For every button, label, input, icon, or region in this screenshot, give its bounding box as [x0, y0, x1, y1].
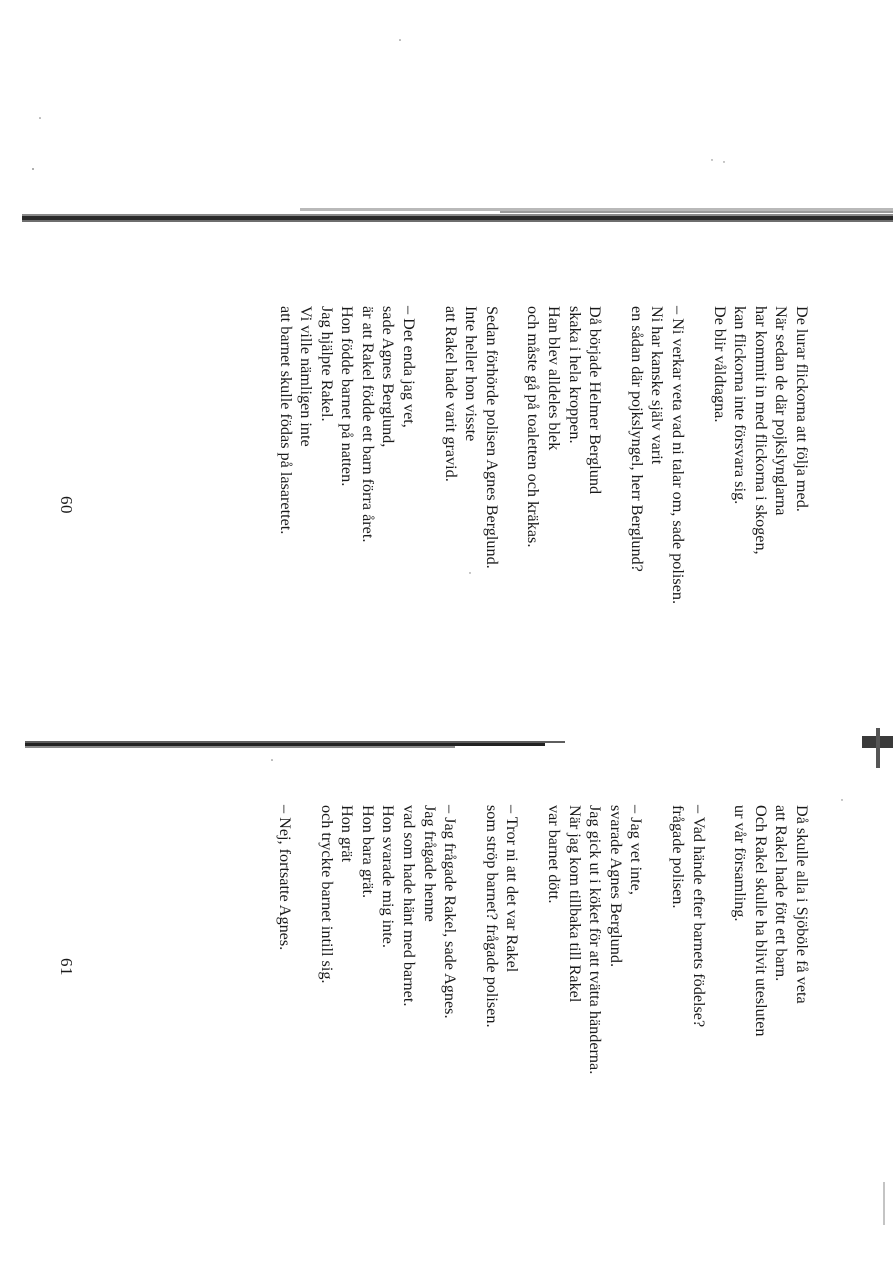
text-line: att barnet skulle födas på lasarettet. [276, 306, 295, 535]
stanza [275, 306, 419, 604]
text-line: Då började Helmer Berglund [586, 306, 605, 495]
text-line: De lurar flickorna att följa med. [793, 306, 811, 512]
text-line: Och Rakel skulle ha blivit utesluten [751, 805, 770, 1037]
text-line: skaka i hela kroppen. [565, 306, 584, 444]
text-line: – Det enda jag vet, [400, 306, 419, 428]
fold-shadow-top [22, 208, 893, 222]
page-61-text [254, 805, 812, 1074]
stanza [440, 306, 502, 604]
text-line: vad som hade hänt med barnet. [400, 805, 419, 1007]
text-line: Jag gick ut i köket för att tvätta händerna. [586, 805, 605, 1075]
text-line: och måste gå på toaletten och kräkas. [524, 306, 543, 548]
text-line: – Jag vet inte, [627, 805, 646, 895]
text-line: Ni har kanske själv varit [648, 306, 667, 465]
text-line: svarade Agnes Berglund. [606, 805, 625, 967]
text-line: att Rakel hade fött ett barn. [772, 805, 791, 982]
stanza [275, 805, 296, 1074]
page-60-text [254, 306, 812, 604]
page-number-60: 60 [57, 496, 76, 514]
text-line: Då skulle alla i Sjöböle få veta [793, 805, 811, 1004]
stanza [316, 805, 460, 1074]
text-line: När jag kom tillbaka till Rakel [565, 805, 584, 1003]
text-line: Vi ville nämligen inte [297, 306, 316, 447]
text-line: Hon svarade mig inte. [379, 805, 398, 948]
stanza [523, 306, 605, 604]
text-line: Han blev alldeles blek [545, 306, 564, 451]
text-line: kan flickorna inte försvara sig. [731, 306, 750, 505]
text-line: och tryckte barnet intill sig. [317, 805, 336, 984]
text-line: frågade polisen. [669, 805, 688, 909]
text-line: en sådan där pojkslyngel, herr Berglund? [627, 306, 646, 572]
text-line: att Rakel hade varit gravid. [441, 306, 460, 482]
text-line: Jag hjälpte Rakel. [317, 306, 336, 422]
text-line: – Vad hände efter barnets födelse? [689, 805, 708, 1028]
text-line: När sedan de där pojkslynglarna [772, 306, 791, 516]
text-line: sade Agnes Berglund, [379, 306, 398, 448]
stanza [709, 306, 812, 604]
fold-shadow-middle [25, 728, 893, 768]
text-line: Hon grät [338, 805, 357, 863]
page-number-61: 61 [57, 958, 76, 976]
text-line: Jag frågade henne [420, 805, 439, 922]
text-line: – Ni verkar veta vad ni talar om, sade polisen. [669, 306, 688, 605]
text-line: är att Rakel födde ett barn förra året. [358, 306, 377, 543]
text-line: Sedan förhörde polisen Agnes Berglund. [482, 306, 501, 569]
text-line: Hon bara grät. [358, 805, 377, 899]
text-line: som ströp barnet? frågade polisen. [482, 805, 501, 1028]
text-line: var barnet dött. [545, 805, 564, 904]
text-line: ur vår församling. [731, 805, 750, 922]
text-line: – Jag frågade Rakel, sade Agnes. [441, 805, 460, 1019]
stanza [667, 805, 708, 1074]
stanza [626, 306, 688, 604]
stanza [730, 805, 812, 1074]
text-line: har kommit in med flickorna i skogen, [751, 306, 770, 555]
text-line: De blir våldtagna. [710, 306, 729, 423]
text-line: Inte heller hon visste [462, 306, 481, 442]
text-line: – Tror ni att det var Rakel [503, 805, 522, 973]
text-line: – Nej, fortsatte Agnes. [276, 805, 295, 951]
stanza [481, 805, 522, 1074]
stanza [543, 805, 646, 1074]
text-line: Hon födde barnet på natten. [338, 306, 357, 487]
